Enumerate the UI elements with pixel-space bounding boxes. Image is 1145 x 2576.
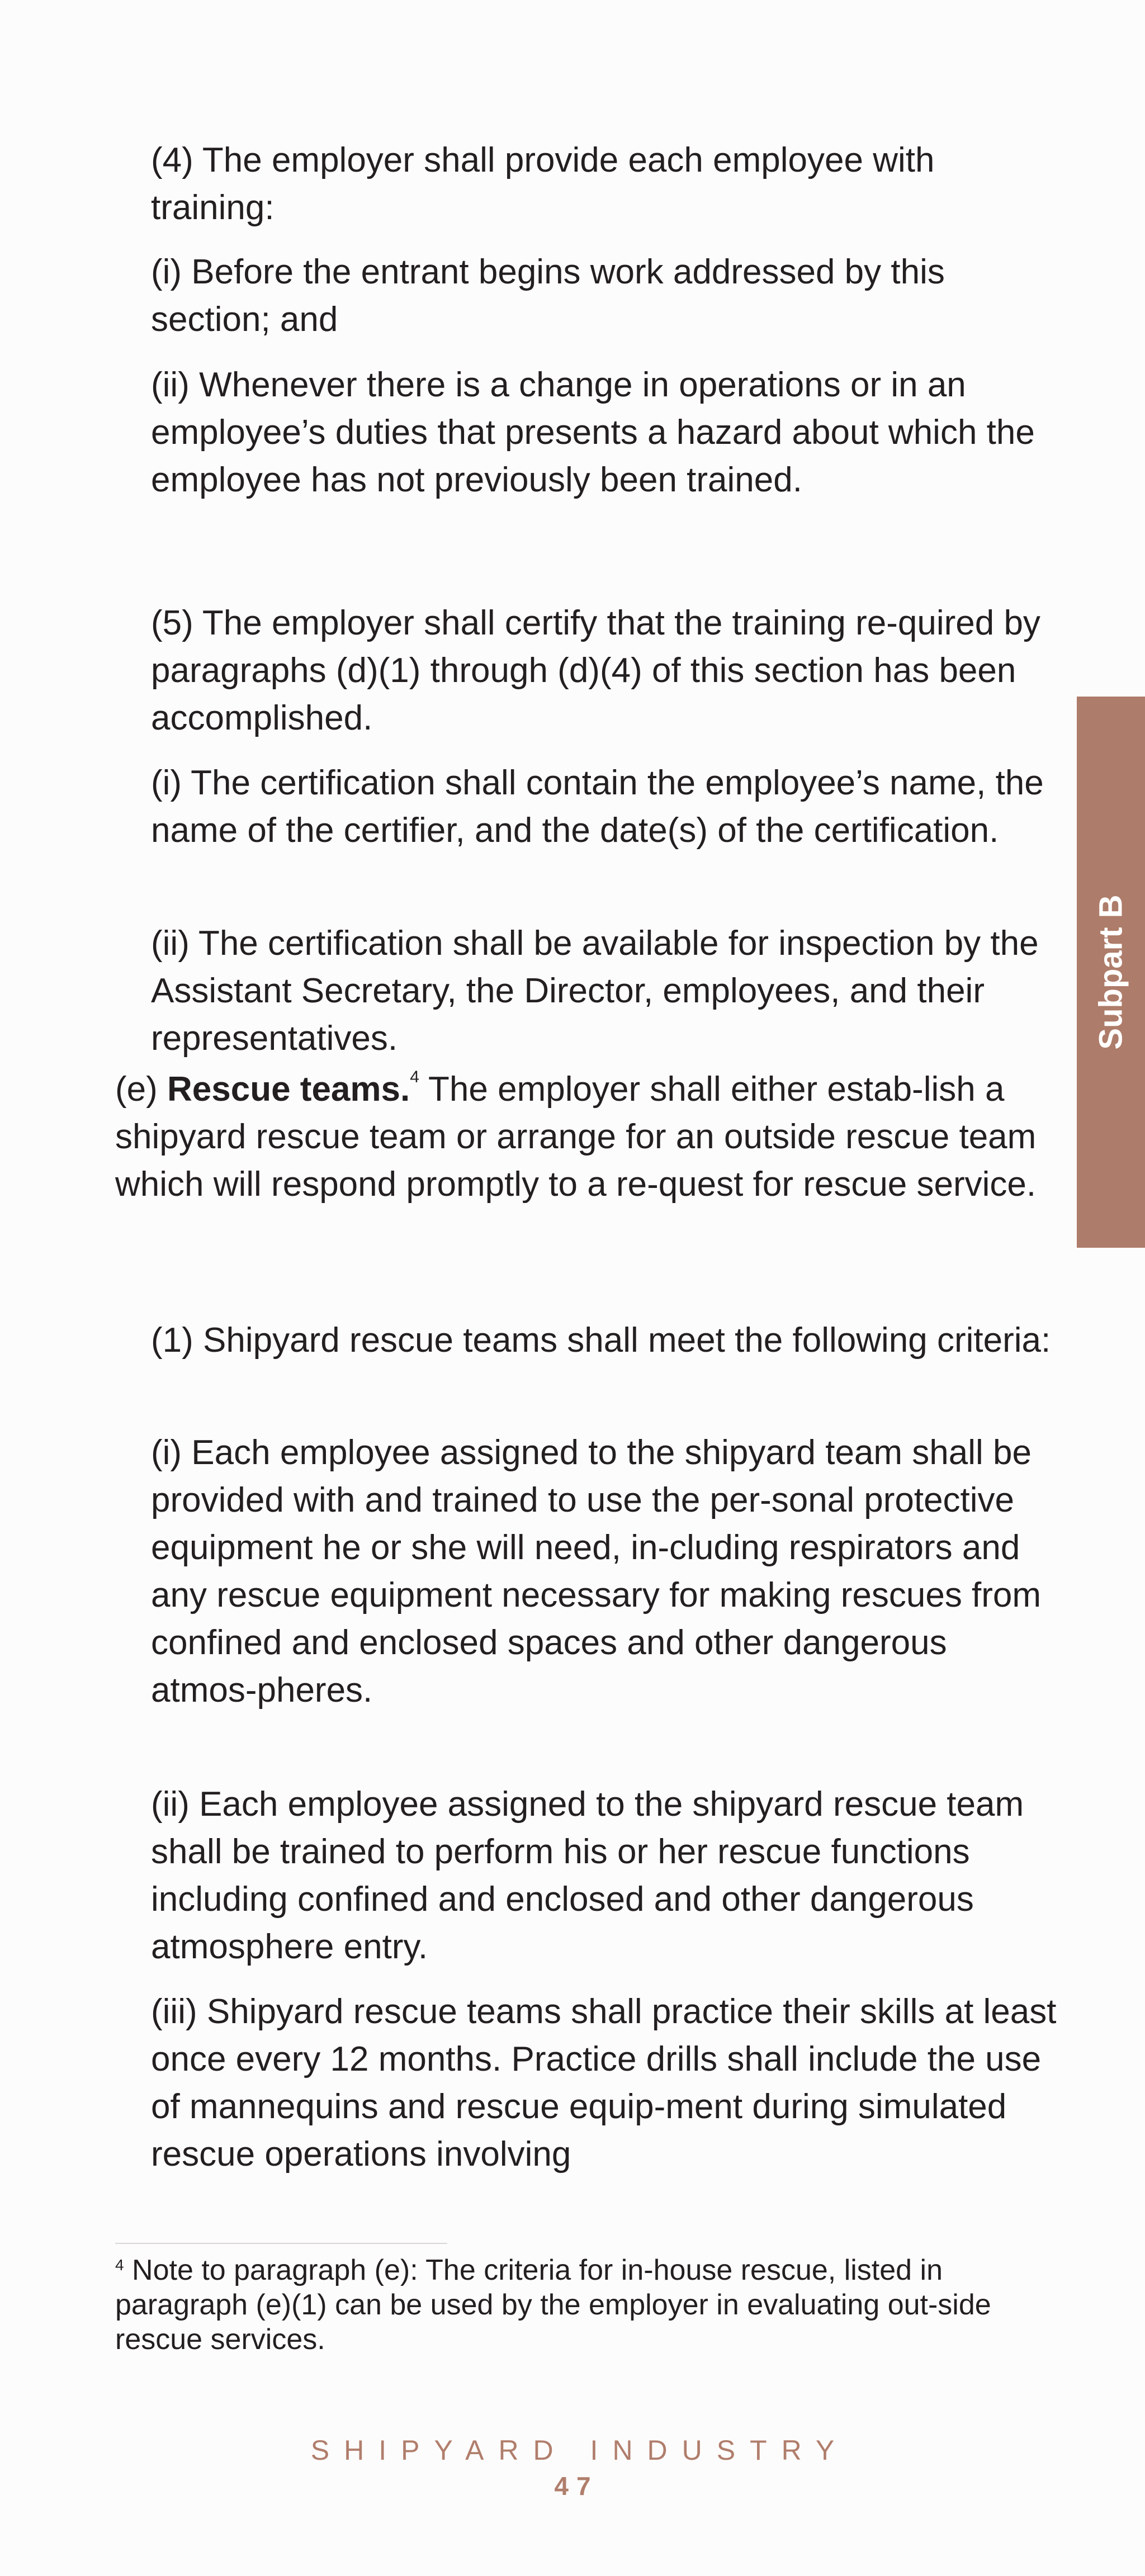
footnote-4 [115,2253,1066,2357]
footnote-reference: 4 [410,1068,419,1086]
paragraph-d5: (5) The employer shall certify that the training re-quired by paragraphs (d)(1) through (d)(4) of this section has been accomplished. [151,604,1040,737]
footnote-divider [115,2243,447,2244]
footnote-mark: 4 [115,2256,124,2274]
paragraph-d5-ii: (ii) The certification shall be available for inspection by the Assistant Secretary, the Director, employees, and their representatives. [151,924,1039,1058]
paragraph-e1-ii: (ii) Each employee assigned to the shipyard rescue team shall be trained to perform his or her rescue functions including confined and enclosed and other dangerous atmosphere entry. [151,1785,1024,1966]
paragraph-d4: (4) The employer shall provide each employee with training: [151,141,935,227]
paragraph-e [115,1066,1060,1208]
paragraph-d5-i: (i) The certification shall contain the employee’s name, the name of the certifier, and the date(s) of the certification. [151,764,1044,850]
subpart-label: Subpart B [1092,894,1129,1050]
paragraph-e1-iii: (iii) Shipyard rescue teams shall practice their skills at least once every 12 months. Practice drills shall include the use of mannequins and rescue equip-ment during simulated rescue operations involving [151,1992,1057,2174]
paragraph-e1-i: (i) Each employee assigned to the shipyard team shall be provided with and trained to use the per-sonal protective equipment he or she will need, in-cluding respirators and any rescue equipment necessary for making rescues from confined and enclosed spaces and other dangerous atmos-pheres. [151,1433,1042,1710]
paragraph-d4-ii: (ii) Whenever there is a change in operations or in an employee’s duties that presents a hazard about which the employee has not previously been trained. [151,366,1035,499]
rescue-teams-heading: Rescue teams. [167,1070,410,1109]
footnote-text: Note to paragraph (e): The criteria for in-house rescue, listed in paragraph (e)(1) can be used by the employer in evaluating out-side rescue services. [115,2254,991,2356]
page-number: 47 [554,2471,599,2501]
running-footer-title: SHIPYARD INDUSTRY [310,2435,849,2466]
subpart-side-tab [1077,697,1145,1248]
paragraph-e-prefix: (e) [115,1070,167,1109]
paragraph-e-body: The employer shall either estab-lish a shipyard rescue team or arrange for an outside rescue team which will respond promptly to a re-quest for rescue service. [115,1070,1037,1204]
paragraph-d4-i: (i) Before the entrant begins work addressed by this section; and [151,253,945,339]
paragraph-e1: (1) Shipyard rescue teams shall meet the following criteria: [151,1321,1051,1360]
